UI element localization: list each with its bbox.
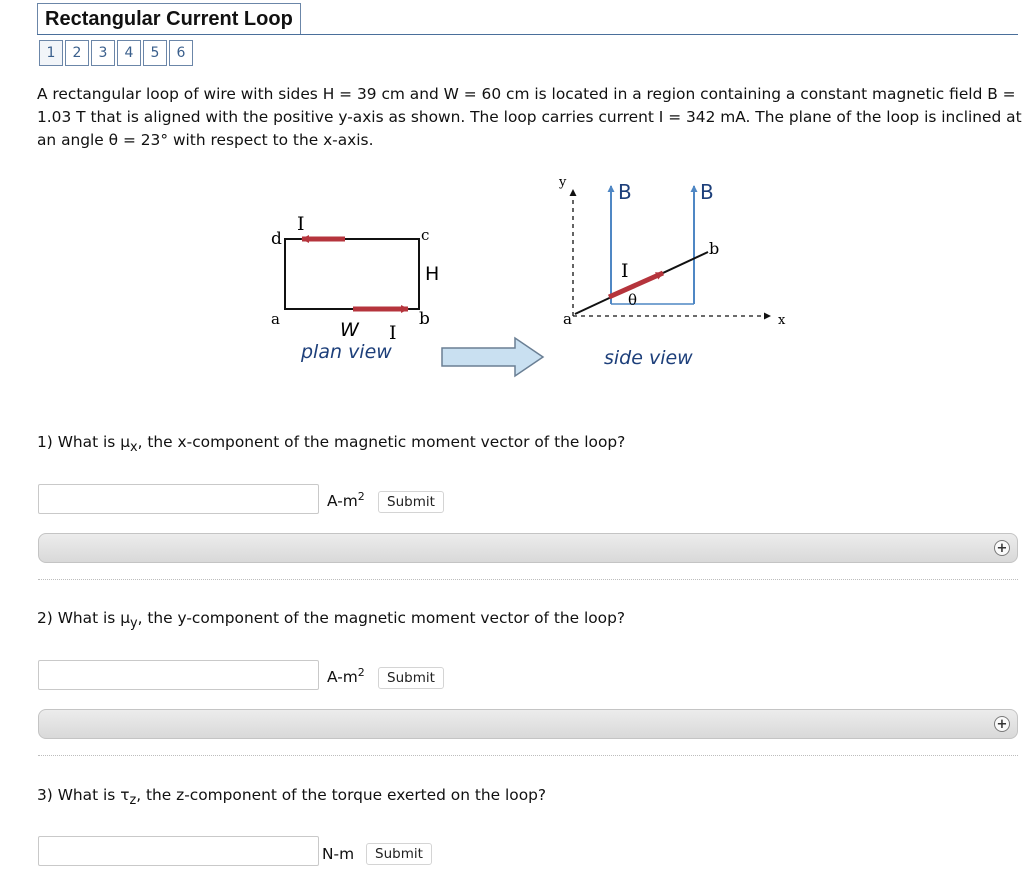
tab-5[interactable]: 5: [143, 40, 167, 66]
plus-icon[interactable]: +: [994, 716, 1010, 732]
side-view-caption: side view: [604, 347, 693, 369]
hint-bar-1[interactable]: [38, 533, 1018, 563]
label-current-top: I: [297, 213, 305, 235]
label-H: H: [425, 263, 440, 285]
submit-button-3[interactable]: Submit: [366, 843, 432, 865]
label-y-axis: y: [559, 175, 567, 190]
submit-button-1[interactable]: Submit: [378, 491, 444, 513]
label-a-side: a: [563, 310, 572, 328]
transition-arrow: [442, 338, 543, 376]
side-view: [558, 175, 786, 369]
loop-rectangle: [285, 239, 419, 309]
hint-bar-2[interactable]: [38, 709, 1018, 739]
unit-label-2: $A-m^2$: [327, 666, 365, 687]
question-3-text: 3) What is $\tau_z$, the z-component of the torque exerted on the loop?: [37, 786, 547, 809]
answer-input-3[interactable]: [38, 836, 319, 866]
label-c: c: [421, 226, 430, 244]
label-B-2: B: [700, 180, 714, 204]
tab-2[interactable]: 2: [65, 40, 89, 66]
plan-view-caption: plan view: [301, 341, 392, 363]
tab-1[interactable]: 1: [39, 40, 63, 66]
plus-icon[interactable]: +: [994, 540, 1010, 556]
separator-2: [38, 755, 1018, 756]
label-x-axis: x: [778, 313, 786, 328]
page-title: Rectangular Current Loop: [37, 3, 301, 34]
question-2-text: 2) What is $\mu_y$, the y-component of the magnetic moment vector of the loop?: [37, 609, 626, 632]
label-theta: θ: [628, 291, 638, 309]
label-current-side: I: [621, 260, 629, 282]
label-d: d: [271, 229, 282, 249]
answer-input-2[interactable]: [38, 660, 319, 690]
answer-input-1[interactable]: [38, 484, 319, 514]
tab-4[interactable]: 4: [117, 40, 141, 66]
separator-1: [38, 579, 1018, 580]
label-B-1: B: [618, 180, 632, 204]
tab-6[interactable]: 6: [169, 40, 193, 66]
label-a: a: [271, 310, 280, 328]
label-W: W: [340, 319, 359, 341]
loop-figure: [0, 0, 1024, 420]
question-1-text: 1) What is $\mu_x$, the x-component of the magnetic moment vector of the loop?: [37, 433, 626, 456]
label-current-bottom: I: [389, 322, 397, 344]
plan-view: [271, 213, 439, 363]
unit-label-1: $A-m^2$: [327, 490, 365, 511]
tab-3[interactable]: 3: [91, 40, 115, 66]
problem-statement: A rectangular loop of wire with sides H = 39 cm and W = 60 cm is located in a region containing a constant magnetic field B = 1.03 T that is aligned with the positive y-axis as shown. The loop carries current I = 342 mA. The plane of the loop is inclined at an angle θ = 23° with respect to the x-axis.: [37, 85, 1022, 149]
unit-label-3: N-m: [322, 845, 355, 863]
label-b: b: [419, 309, 430, 329]
label-b-side: b: [709, 239, 720, 258]
submit-button-2[interactable]: Submit: [378, 667, 444, 689]
